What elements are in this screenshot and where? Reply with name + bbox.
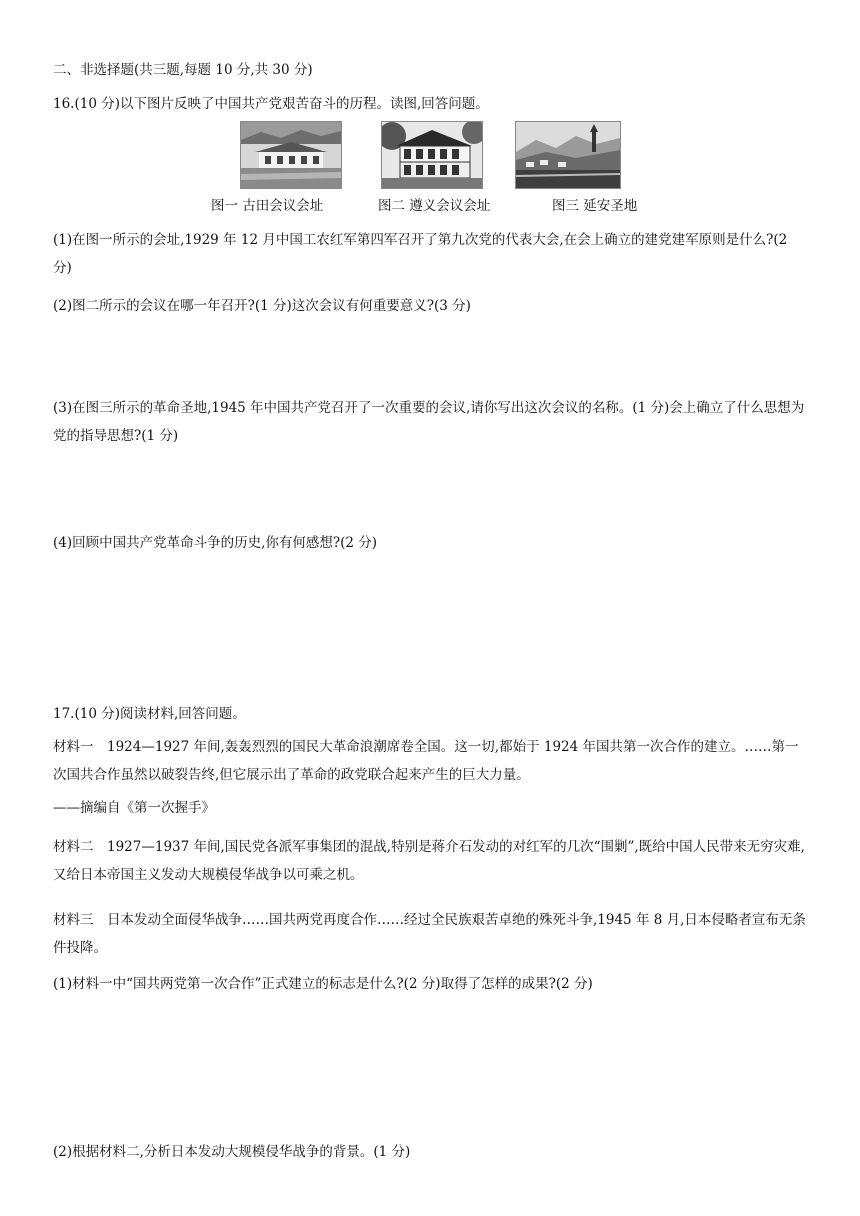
question-17-sub-1: (1)材料一中“国共两党第一次合作”正式建立的标志是什么?(2 分)取得了怎样的成果?(2 分): [53, 976, 593, 992]
material-2: 材料二 1927—1937 年间,国民党各派军事集团的混战,特别是蒋介石发动的对红军的几次“围剿”,既给中国人民带来无穷灾难,又给日本帝国主义发动大规模侵华战争以可乘之机。: [53, 839, 805, 883]
figure-2-caption: 图二 遵义会议会址: [378, 198, 491, 214]
figure-3-caption: 图三 延安圣地: [552, 198, 638, 214]
question-16-sub-4: (4)回顾中国共产党革命斗争的历史,你有何感想?(2 分): [53, 535, 378, 551]
zunyi-meeting-site-photo: [381, 121, 483, 189]
gutian-meeting-site-photo: [240, 121, 342, 189]
question-16-sub-2: (2)图二所示的会议在哪一年召开?(1 分)这次会议有何重要意义?(3 分): [53, 298, 471, 314]
question-16-sub-1: (1)在图一所示的会址,1929 年 12 月中国工农红军第四军召开了第九次党的代表大会,在会上确立的建党建军原则是什么?(2 分): [53, 232, 788, 276]
question-16-sub-3: (3)在图三所示的革命圣地,1945 年中国共产党召开了一次重要的会议,请你写出这次会议的名称。(1 分)会上确立了什么思想为党的指导思想?(1 分): [53, 400, 805, 444]
yanan-holy-land-photo: [515, 121, 621, 189]
material-1: 材料一 1924—1927 年间,轰轰烈烈的国民大革命浪潮席卷全国。这一切,都始于 1924 年国共第一次合作的建立。……第一次国共合作虽然以破裂告终,但它展示出了革命的政党联合起来产生的巨大力量。: [53, 739, 799, 783]
question-17-sub-2: (2)根据材料二,分析日本发动大规模侵华战争的背景。(1 分): [53, 1144, 411, 1160]
material-3: 材料三 日本发动全面侵华战争……国共两党再度合作……经过全民族艰苦卓绝的殊死斗争,1945 年 8 月,日本侵略者宣布无条件投降。: [53, 912, 806, 956]
material-1-source-text: ——摘编自《第一次握手》: [53, 800, 215, 816]
question-16-stem: 16.(10 分)以下图片反映了中国共产党艰苦奋斗的历程。读图,回答问题。: [53, 96, 489, 112]
section-title: 二、非选择题(共三题,每题 10 分,共 30 分): [53, 62, 313, 78]
question-17-stem: 17.(10 分)阅读材料,回答问题。: [53, 706, 246, 722]
figure-1-caption: 图一 古田会议会址: [211, 198, 324, 214]
